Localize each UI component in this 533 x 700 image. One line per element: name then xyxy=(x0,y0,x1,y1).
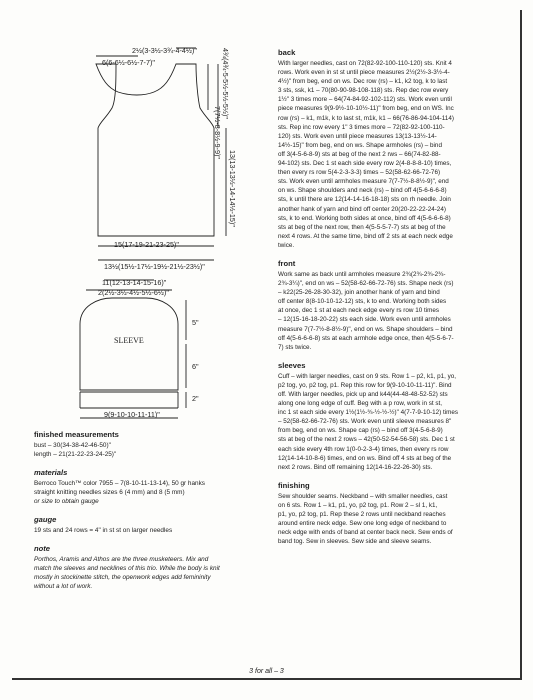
left-info xyxy=(34,430,264,600)
front-line: – k22(25-26-28-30-32), join another hank of yarn and bind xyxy=(278,289,440,297)
sleeves-line: next 2 rows. Bind off remaining 12(14-16-22-26-30) sts. xyxy=(278,463,433,471)
materials-line-3: or size to obtain gauge xyxy=(34,498,99,505)
chest-width-label: 15(17-19-21-23-25)" xyxy=(114,240,179,249)
note-line-1: Porthos, Aramis and Athos are the three musketeers. Mix and xyxy=(34,556,209,563)
finishing-line: Sew shoulder seams. Neckband – with smaller needles, cast xyxy=(278,492,448,500)
back-line: off 3(4-5-6-8-9) sts at beg of the next 2 rws – 66(74-82-88- xyxy=(278,150,441,158)
note-line-3: mostly in stockinette stitch, the openwork edges add femininity xyxy=(34,574,211,581)
back-heading: back xyxy=(278,48,296,57)
front-line: at once, dec 1 st at each neck edge every rs row 10 times xyxy=(278,307,440,315)
page-footer: 3 for all – 3 xyxy=(249,668,284,675)
back-line: on ws. Shape shoulders and neck (rs) – bind off 4(5-6-6-6-8) xyxy=(278,187,447,195)
lower-width-label: 13½(15½-17½-19½-21½-23½)" xyxy=(104,262,205,271)
sleeves-line: inc 1 st each side every 1½(1½-¾-½-½-½)" 4(7-7-9-10-12) times xyxy=(278,409,459,417)
front-line: – 12(15-16-18-20-22) sts each side. Work even until armholes xyxy=(278,316,451,324)
back-line: 94-102) sts. Dec 1 st each side every row 2(4-8-8-8-10) times, xyxy=(278,160,452,168)
note xyxy=(34,544,264,591)
cap-height-label: 5" xyxy=(192,318,199,327)
sleeves-line: from beg, end on ws. Shape cap (rs) – bind off 3(4-5-6-8-9) xyxy=(278,427,443,435)
front-heading: front xyxy=(278,258,296,268)
front-line: off center 8(8-10-10-12-12) sts, k to end. Working both sides xyxy=(278,298,447,306)
finished-measurements-heading: finished measurements xyxy=(34,430,119,439)
back-line: sts, k to end. Working both sides at once, bind off 4(5-6-6-6-8) xyxy=(278,214,451,222)
instructions xyxy=(278,48,510,555)
materials-line-2: straight knitting needles sizes 6 (4 mm) and 8 (5 mm) xyxy=(34,489,185,496)
back-line: then every rs row 5(4-2-3-3-3) times – 52(58-62-66-72-76) xyxy=(278,169,441,177)
back-section xyxy=(278,48,510,250)
back-line: 120) sts. Work even until piece measures 13(13-13½-14- xyxy=(278,132,437,140)
front-line: off 4(5-6-6-6-8) sts at each armhole edge once, then 4(5-5-6-7- xyxy=(278,334,454,342)
front-line: Work same as back until armholes measure 2¾(2¾-2¾-2¾- xyxy=(278,270,446,278)
finishing-line: around entire neck edge. Sew one long edge of neckband to xyxy=(278,520,447,528)
back-line: With larger needles, cast on 72(82-92-100-110-120) sts. Knit 4 xyxy=(278,60,452,67)
sleeves-line: off. With larger needles, pick up and k44(44-48-48-52-52) sts xyxy=(278,391,448,398)
finishing-line: p1, yo, p2 tog, p1. Rep these 2 rows until neckband reaches xyxy=(278,511,446,519)
sleeves-heading: sleeves xyxy=(278,360,306,370)
finishing-heading: finishing xyxy=(278,480,310,490)
cap-width-label: 11(12-13-14-15-16)" xyxy=(102,278,167,287)
front-section xyxy=(278,259,510,352)
cap-top-label: 2(2½-3½-4½-5½-6½)" xyxy=(98,288,169,297)
back-line: rows. Work even in st st until piece measures 2½(2½-3-3½-4- xyxy=(278,69,450,77)
back-line: sts at beg of the next row, then 4(5-5-5-7-7) sts at beg of the xyxy=(278,223,446,231)
back-line: 3 sts, ssk, k1 – 70(80-90-98-108-118) sts. Rep dec row every xyxy=(278,87,449,95)
top-width-label: 2½(3-3½-3¾-4-4½)" xyxy=(132,46,197,55)
front-line: 2¾-3¼)", end on ws – 52(58-62-66-72-76) sts. Shape neck (rs) xyxy=(278,280,454,288)
cuff-height-label: 2" xyxy=(192,394,199,403)
back-line: 1½" 3 times more – 64(74-84-92-102-112) sts. Work even until xyxy=(278,96,452,104)
back-line: another hank of yarn and bind off center 20(20-22-22-24-24) xyxy=(278,205,446,213)
back-line: piece measures 9(9-9½-10-10½-11)" from beg, end on WS. Inc xyxy=(278,105,454,113)
gauge-heading: gauge xyxy=(34,515,57,524)
materials-line-1: Berroco Touch™ color 7955 – 7(8-10-11-13-14), 50 gr hanks xyxy=(34,480,205,487)
finishing-line: band tog. Sew in sleeves. Sew side and sleeve seams. xyxy=(278,538,432,546)
back-line: sts, k until there are 12(14-14-16-18-18) sts on rh needle. Join xyxy=(278,196,451,204)
front-line: measure 7(7-7½-8-8½-9)", end on ws. Shape shoulders – bind xyxy=(278,325,453,333)
cuff-width-label: 9(9-10-10-11-11)" xyxy=(104,410,160,419)
back-line: next 4 rows. At the same time, bind off 2 sts at each neck edge xyxy=(278,232,453,240)
side-length-label: 13(13-13½-14-14½-15)" xyxy=(228,150,237,227)
materials-heading: materials xyxy=(34,468,68,477)
back-line: twice. xyxy=(278,241,295,249)
gauge xyxy=(34,515,264,535)
finished-measurements xyxy=(34,430,264,459)
back-line: 4½)" from beg, end on ws. Dec row (rs) – k1, k2 tog, k to last xyxy=(278,78,448,86)
sleeve-height-label: 6" xyxy=(192,362,199,371)
sleeves-line: p2 tog, yo, p2 tog, p1. Rep this row for 9(9-10-10-11-11)". Bind xyxy=(278,381,452,389)
length-line: length – 21(21-22-23-24-25)" xyxy=(34,451,117,458)
finishing-line: on 6 sts. Row 1 – k1, p1, yo, p2 tog, p1. Row 2 – sl 1, k1, xyxy=(278,501,438,509)
sleeves-line: 12(14-14-10-8-6) times, end on ws. Bind off 4 sts at beg of the xyxy=(278,454,452,462)
gauge-line: 19 sts and 24 rows = 4" in st st on larger needles xyxy=(34,527,173,534)
body-outline xyxy=(96,64,214,236)
sleeve-label: SLEEVE xyxy=(114,336,144,345)
sleeves-line: each side every 4th row 1(0-0-2-3-4) times, then every rs row xyxy=(278,445,449,453)
finishing-line: neck edge with ends of band at center back neck. Sew ends of xyxy=(278,529,453,537)
sleeves-section xyxy=(278,361,510,472)
note-heading: note xyxy=(34,544,51,553)
sleeves-line: – 52(58-62-66-72-76) sts. Work even until sleeve measures 8" xyxy=(278,418,452,426)
finishing-section xyxy=(278,481,510,547)
back-line: 14½-15)" from beg, end on ws. Shape armholes (rs) – bind xyxy=(278,141,442,149)
back-line: row (rs) – k1, m1k, k to last st, m1k, k1 – 66(76-86-94-104-114) xyxy=(278,114,454,122)
armhole-depth-label: 4¾(4¾-5-5½-5½-5½)" xyxy=(221,48,230,119)
neck-width-label: 6(6-6½-6½-7-7)" xyxy=(102,58,155,67)
sleeves-line: along one long edge of cuff. Beg with a p row, work in st st, xyxy=(278,400,443,408)
sleeves-line: Cuff – with larger needles, cast on 9 sts. Row 1 – p2, k1, p1, yo, xyxy=(278,372,457,380)
back-line: sts. Rep inc row every 1" 3 times more – 72(82-92-100-110- xyxy=(278,123,445,131)
note-line-4: without a lot of work. xyxy=(34,583,93,590)
materials xyxy=(34,468,264,506)
bust-line: bust – 30(34-38-42-46-50)" xyxy=(34,442,111,449)
sleeves-line: sts at beg of the next 2 rows – 42(50-52-54-56-58) sts. Dec 1 st xyxy=(278,436,455,444)
front-line: 7) sts twice. xyxy=(278,343,312,351)
armhole-height-label: 7(7½-8-8½-9-9)" xyxy=(213,106,222,159)
note-line-2: match the sleeves and necklines of this trio. While the body is knit xyxy=(34,565,220,572)
back-line: sts. Work even until armholes measure 7(7-7½-8-8½-9)", end xyxy=(278,178,449,186)
